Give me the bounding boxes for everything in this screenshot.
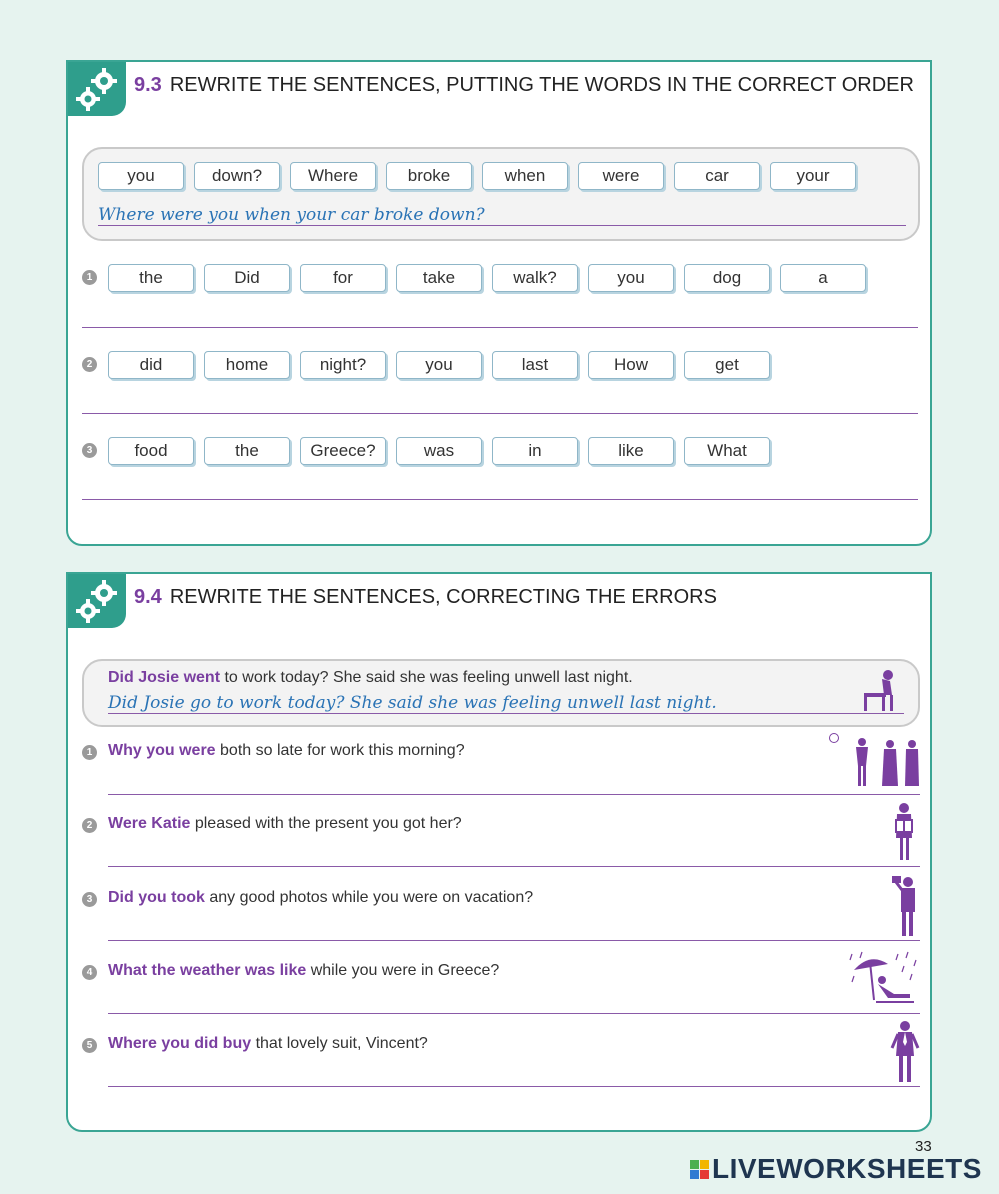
word-tile: Where: [290, 162, 376, 190]
word-tile: car: [674, 162, 760, 190]
item-number-badge: 3: [82, 892, 97, 907]
word-tile[interactable]: for: [300, 264, 386, 292]
error-phrase: Were Katie: [108, 815, 191, 832]
word-tile[interactable]: last: [492, 351, 578, 379]
sentence-rest: that lovely suit, Vincent?: [251, 1035, 428, 1052]
exercise-instruction: REWRITE THE SENTENCES, PUTTING THE WORDS IN THE CORRECT ORDER: [169, 74, 914, 96]
sentence-rest: any good photos while you were on vacation?: [204, 889, 534, 906]
word-tile[interactable]: Greece?: [300, 437, 386, 465]
exercise-instruction: REWRITE THE SENTENCES, CORRECTING THE ERRORS: [169, 586, 717, 608]
item-number-badge: 4: [82, 965, 97, 980]
item-sentence: [108, 889, 533, 907]
error-phrase: Did you took: [108, 889, 205, 906]
error-phrase: Did Josie went: [108, 669, 221, 686]
item-3-word-tiles: [108, 437, 770, 465]
word-tile: when: [482, 162, 568, 190]
item-2-word-tiles: [108, 351, 770, 379]
liveworksheets-logo[interactable]: [690, 1153, 982, 1185]
word-tile: down?: [194, 162, 280, 190]
gears-icon: [74, 578, 120, 624]
person-at-desk-icon: [860, 665, 900, 713]
word-tile[interactable]: in: [492, 437, 578, 465]
answer-line-4[interactable]: [108, 1013, 920, 1014]
example-answer: Where were you when your car broke down?: [98, 205, 485, 225]
example-answer: Did Josie go to work today? She said she was feeling unwell last night.: [108, 693, 717, 713]
item-1-word-tiles: [108, 264, 866, 292]
word-tile: your: [770, 162, 856, 190]
item-number-badge: 1: [82, 270, 97, 285]
word-tile[interactable]: you: [588, 264, 674, 292]
word-tile[interactable]: like: [588, 437, 674, 465]
answer-line-5[interactable]: [108, 1086, 920, 1087]
man-in-suit-icon: [890, 1020, 920, 1084]
item-number-badge: 5: [82, 1038, 97, 1053]
sentence-rest: both so late for work this morning?: [215, 742, 465, 759]
people-talking-icon: [826, 732, 922, 790]
exercise-number: 9.4: [134, 586, 162, 608]
error-phrase: Why you were: [108, 742, 216, 759]
person-with-present-icon: [886, 802, 922, 862]
word-tile[interactable]: take: [396, 264, 482, 292]
gears-icon: [74, 66, 120, 112]
example-answer-line: [98, 225, 906, 226]
liveworksheets-logo-icon: [690, 1160, 709, 1179]
word-tile[interactable]: get: [684, 351, 770, 379]
word-tile: broke: [386, 162, 472, 190]
word-tile[interactable]: food: [108, 437, 194, 465]
page-number: 33: [915, 1138, 932, 1155]
sentence-rest: to work today? She said she was feeling unwell last night.: [220, 669, 633, 686]
word-tile: were: [578, 162, 664, 190]
sentence-rest: while you were in Greece?: [306, 962, 500, 979]
answer-line-1[interactable]: [108, 794, 920, 795]
exercise-title: [134, 74, 914, 97]
word-tile[interactable]: was: [396, 437, 482, 465]
error-phrase: Where you did buy: [108, 1035, 252, 1052]
example-word-tiles: [98, 162, 856, 190]
word-tile[interactable]: you: [396, 351, 482, 379]
word-tile[interactable]: the: [204, 437, 290, 465]
item-sentence: [108, 742, 465, 760]
item-number-badge: 2: [82, 357, 97, 372]
item-sentence: [108, 962, 499, 980]
sentence-rest: pleased with the present you got her?: [190, 815, 462, 832]
example-box: [82, 147, 920, 241]
word-tile: you: [98, 162, 184, 190]
person-taking-photo-icon: [890, 874, 920, 938]
brand-name: LIVEWORKSHEETS: [712, 1153, 982, 1184]
exercise-header-badge: [68, 574, 126, 628]
exercise-9-3-panel: [66, 60, 932, 546]
exercise-header-badge: [68, 62, 126, 116]
example-answer-line: [108, 713, 904, 714]
rainy-beach-icon: [848, 950, 920, 1008]
example-box: [82, 659, 920, 727]
word-tile[interactable]: night?: [300, 351, 386, 379]
answer-line-2[interactable]: [108, 866, 920, 867]
word-tile[interactable]: walk?: [492, 264, 578, 292]
word-tile[interactable]: the: [108, 264, 194, 292]
item-sentence: [108, 1035, 428, 1053]
word-tile[interactable]: How: [588, 351, 674, 379]
answer-line-2[interactable]: [82, 413, 918, 414]
example-sentence: [108, 669, 633, 687]
exercise-title: [134, 586, 717, 609]
item-number-badge: 1: [82, 745, 97, 760]
answer-line-3[interactable]: [82, 499, 918, 500]
word-tile[interactable]: dog: [684, 264, 770, 292]
item-number-badge: 3: [82, 443, 97, 458]
word-tile[interactable]: did: [108, 351, 194, 379]
exercise-9-4-panel: [66, 572, 932, 1132]
answer-line-3[interactable]: [108, 940, 920, 941]
word-tile[interactable]: home: [204, 351, 290, 379]
word-tile[interactable]: Did: [204, 264, 290, 292]
answer-line-1[interactable]: [82, 327, 918, 328]
word-tile[interactable]: a: [780, 264, 866, 292]
word-tile[interactable]: What: [684, 437, 770, 465]
item-sentence: [108, 815, 462, 833]
error-phrase: What the weather was like: [108, 962, 307, 979]
exercise-number: 9.3: [134, 74, 162, 96]
item-number-badge: 2: [82, 818, 97, 833]
